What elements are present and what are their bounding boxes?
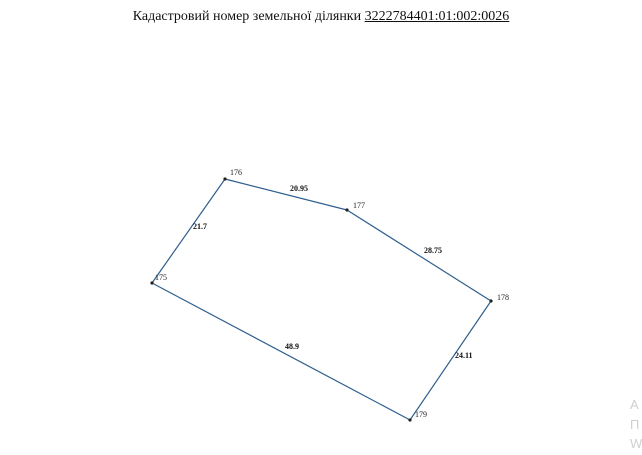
vertex-label-177: 177 bbox=[353, 201, 365, 210]
vertex-label-175: 175 bbox=[155, 273, 167, 282]
watermark-letter-1: А bbox=[630, 397, 639, 412]
vertex-label-179: 179 bbox=[415, 410, 427, 419]
vertex-point-178 bbox=[489, 299, 492, 302]
edge-length-179-175: 48.9 bbox=[285, 342, 299, 351]
vertex-label-176: 176 bbox=[230, 168, 242, 177]
watermark-letter-2: П bbox=[630, 417, 640, 432]
watermark-letter-3: W bbox=[630, 436, 642, 451]
cadastral-number: 3222784401:01:002:0026 bbox=[364, 9, 510, 24]
vertex-point-175 bbox=[150, 281, 153, 284]
boundary-edge-176-177 bbox=[225, 179, 347, 210]
vertex-point-179 bbox=[408, 418, 411, 421]
edge-length-175-176: 21.7 bbox=[193, 222, 207, 231]
vertex-label-178: 178 bbox=[497, 293, 509, 302]
edge-length-177-178: 28.75 bbox=[424, 246, 442, 255]
edge-length-176-177: 20.95 bbox=[290, 184, 308, 193]
boundary-edge-178-179 bbox=[410, 301, 491, 420]
title-prefix: Кадастровий номер земельної ділянки bbox=[132, 9, 362, 24]
boundary-edge-175-176 bbox=[152, 179, 225, 283]
boundary-edge-177-178 bbox=[347, 210, 491, 301]
edge-length-178-179: 24.11 bbox=[455, 351, 473, 360]
boundary-edge-179-175 bbox=[152, 283, 410, 420]
vertex-point-176 bbox=[223, 177, 226, 180]
vertex-point-177 bbox=[345, 208, 348, 211]
